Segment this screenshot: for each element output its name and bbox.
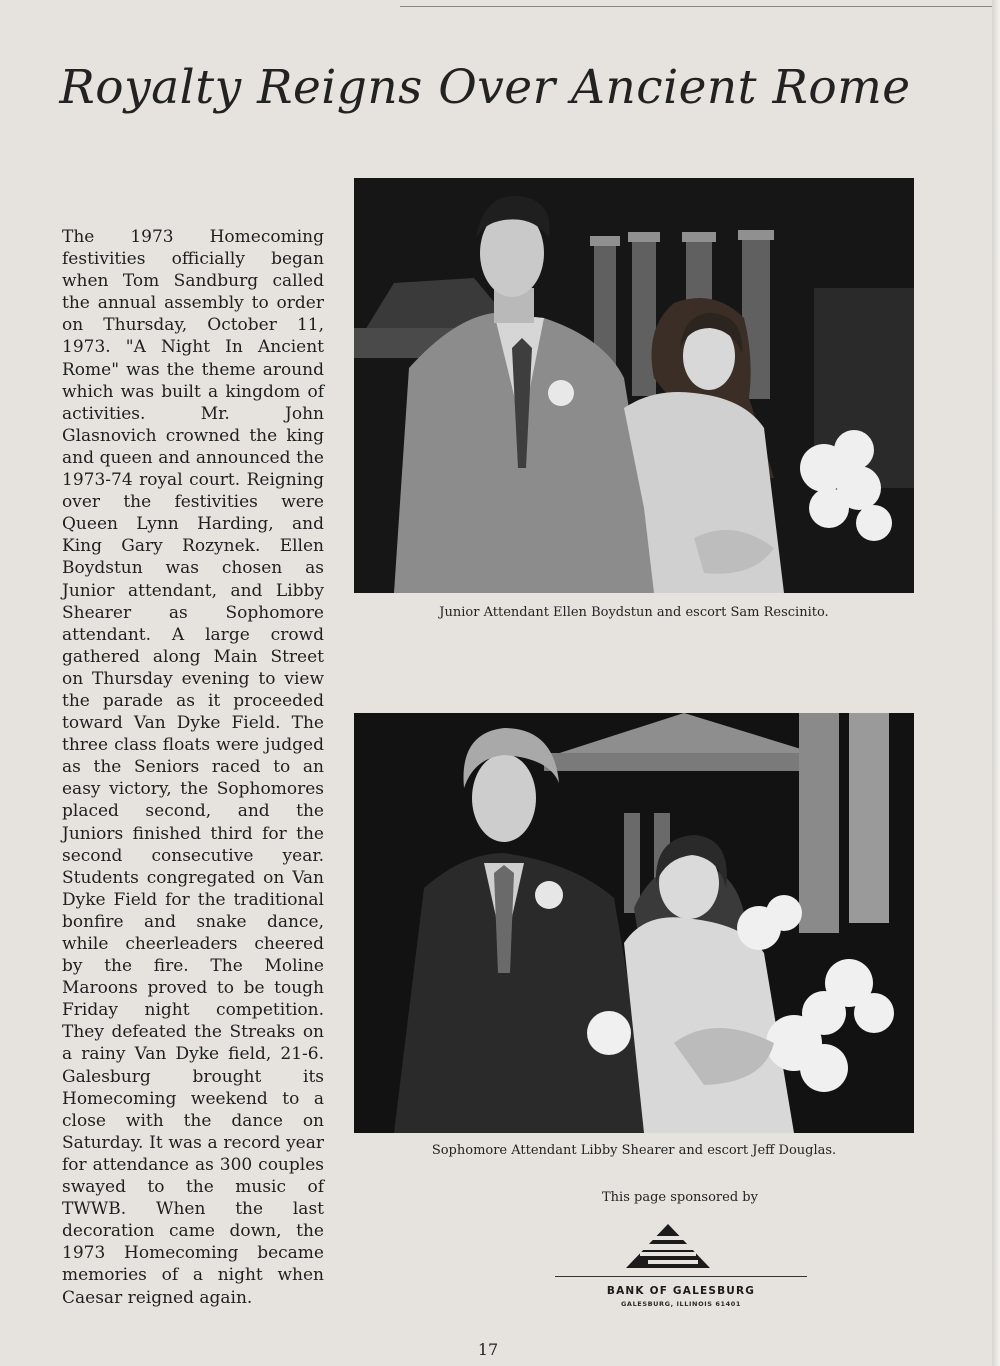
photo-caption-junior: Junior Attendant Ellen Boydstun and escort Sam Rescinito.: [439, 605, 829, 620]
page-number: 17: [477, 1340, 499, 1359]
bank-address: GALESBURG, ILLINOIS 61401: [621, 1300, 741, 1308]
photo-junior-attendant-image: [354, 178, 914, 593]
photo-sophomore-attendant-image: [354, 713, 914, 1133]
sponsor-line: This page sponsored by: [602, 1190, 758, 1205]
page-top-edge: [400, 0, 1000, 7]
page-right-edge: [992, 0, 1000, 1366]
sponsor-divider: [555, 1276, 807, 1277]
page-title: Royalty Reigns Over Ancient Rome: [59, 60, 911, 115]
photo-junior-attendant: [354, 178, 914, 593]
photo-sophomore-attendant: [354, 713, 914, 1133]
bank-of-galesburg-logo-icon: [618, 1222, 718, 1270]
bank-name: BANK OF GALESBURG: [606, 1285, 756, 1297]
photo-caption-sophomore: Sophomore Attendant Libby Shearer and escort Jeff Douglas.: [431, 1143, 837, 1158]
article-body: The 1973 Homecoming festivities officially began when Tom Sandburg called the annual assembly to order on Thursday, October 11, 1973. "A Night In Ancient Rome" was the theme around which was built a kingdom of activities. Mr. John Glasnovich crowned the king and queen and announced the 1973-74 royal court. Reigning over the festivities were Queen Lynn Harding, and King Gary Rozynek. Ellen Boydstun was chosen as Junior attendant, and Libby Shearer as Sophomore attendant. A large crowd gathered along Main Street on Thursday evening to view the parade as it proceeded toward Van Dyke Field. The three class floats were judged as the Seniors raced to an easy victory, the Sophomores placed second, and the Juniors finished third for the second consecutive year. Students congregated on Van Dyke Field for the traditional bonfire and snake dance, while cheerleaders cheered by the fire. The Moline Maroons proved to be tough Friday night competition. They defeated the Streaks on a rainy Van Dyke field, 21-6. Galesburg brought its Homecoming weekend to a close with the dance on Saturday. It was a record year for attendance as 300 couples swayed to the music of TWWB. When the last decoration came down, the 1973 Homecoming became memories of a night when Caesar reigned again.: [62, 227, 324, 1308]
